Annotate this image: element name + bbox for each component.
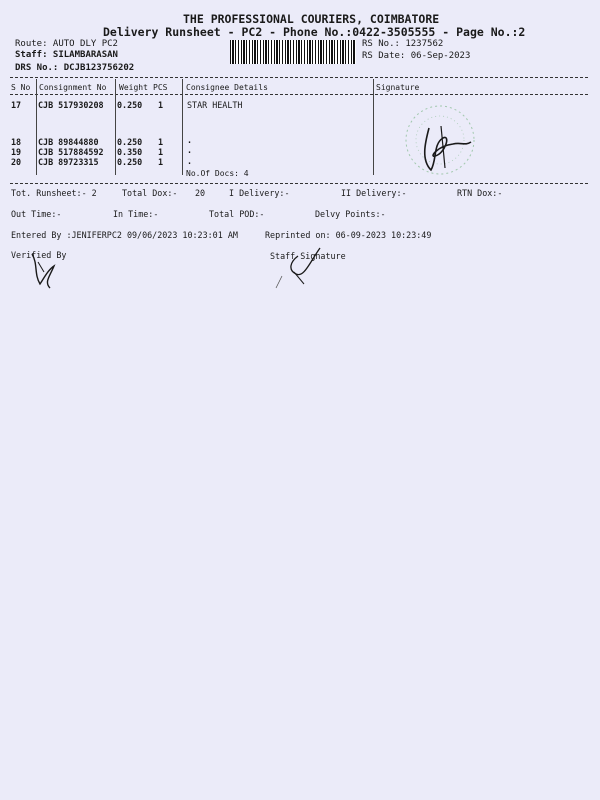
table-row-weight: 0.250 bbox=[117, 137, 143, 147]
column-header-consignment: Consignment No bbox=[39, 83, 107, 92]
column-header-weight: Weight bbox=[119, 83, 148, 92]
entered-by: Entered By :JENIFERPC2 09/06/2023 10:23:01 AM bbox=[11, 230, 238, 240]
table-row-consignee: STAR HEALTH bbox=[187, 100, 243, 110]
staff-signature-label: Staff Signature bbox=[270, 251, 346, 261]
table-row-consignee: . bbox=[187, 135, 193, 145]
in-time: In Time:- bbox=[113, 209, 159, 219]
table-row-consignment: CJB 89723315 bbox=[38, 157, 99, 167]
verified-signature-mark bbox=[24, 248, 64, 292]
rs-date: RS Date: 06-Sep-2023 bbox=[362, 51, 471, 61]
table-bottom-rule bbox=[10, 183, 588, 184]
delvy-points: Delvy Points:- bbox=[315, 209, 386, 219]
reprinted-on: Reprinted on: 06-09-2023 10:23:49 bbox=[265, 230, 432, 240]
total-runsheet: Tot. Runsheet:- 2 bbox=[11, 188, 97, 198]
total-pod: Total POD:- bbox=[209, 209, 265, 219]
table-header-rule bbox=[10, 94, 588, 95]
table-row-consignment: CJB 517930208 bbox=[38, 100, 104, 110]
table-row-weight: 0.350 bbox=[117, 147, 143, 157]
route-text: Route: AUTO DLY PC2 bbox=[15, 39, 118, 49]
total-dox-value: 20 bbox=[195, 188, 206, 198]
table-row-weight: 0.250 bbox=[117, 100, 143, 110]
out-time: Out Time:- bbox=[11, 209, 62, 219]
column-header-pcs: PCS bbox=[153, 83, 168, 92]
total-dox-label: Total Dox:- bbox=[122, 188, 178, 198]
table-top-rule bbox=[10, 77, 588, 78]
table-row-consignee: . bbox=[187, 145, 193, 155]
delivery-stamp-signature bbox=[395, 98, 485, 182]
doc-count: No.Of Docs: 4 bbox=[186, 169, 249, 178]
column-divider bbox=[115, 79, 116, 175]
column-divider bbox=[36, 79, 37, 175]
column-divider bbox=[182, 79, 183, 175]
table-row-sno: 18 bbox=[11, 137, 22, 147]
column-header-sno: S No bbox=[11, 83, 31, 92]
table-row-pcs: 1 bbox=[158, 147, 164, 157]
column-header-signature: Signature bbox=[376, 83, 420, 92]
company-title: THE PROFESSIONAL COURIERS, COIMBATORE bbox=[183, 12, 440, 26]
table-row-pcs: 1 bbox=[158, 157, 164, 167]
staff-text: Staff: SILAMBARASAN bbox=[15, 50, 118, 60]
table-row-sno: 20 bbox=[11, 157, 22, 167]
ii-delivery: II Delivery:- bbox=[341, 188, 407, 198]
i-delivery: I Delivery:- bbox=[229, 188, 290, 198]
table-row-pcs: 1 bbox=[158, 100, 164, 110]
runsheet-subtitle: Delivery Runsheet - PC2 - Phone No.:0422-3505555 - Page No.:2 bbox=[103, 25, 526, 39]
table-row-consignee: . bbox=[187, 156, 193, 166]
column-header-consignee: Consignee Details bbox=[186, 83, 268, 92]
staff-signature-mark bbox=[270, 242, 330, 292]
table-row-consignment: CJB 517884592 bbox=[38, 147, 104, 157]
column-divider bbox=[373, 79, 374, 175]
rtn-dox: RTN Dox:- bbox=[457, 188, 503, 198]
table-row-weight: 0.250 bbox=[117, 157, 143, 167]
drs-number: DRS No.: DCJB123756202 bbox=[15, 63, 135, 73]
table-row-sno: 17 bbox=[11, 100, 22, 110]
table-row-consignment: CJB 89844880 bbox=[38, 137, 99, 147]
verified-by-label: Verified By bbox=[11, 250, 67, 260]
rs-number: RS No.: 1237562 bbox=[362, 39, 444, 49]
barcode-image bbox=[230, 40, 356, 64]
table-row-pcs: 1 bbox=[158, 137, 164, 147]
table-row-sno: 19 bbox=[11, 147, 22, 157]
